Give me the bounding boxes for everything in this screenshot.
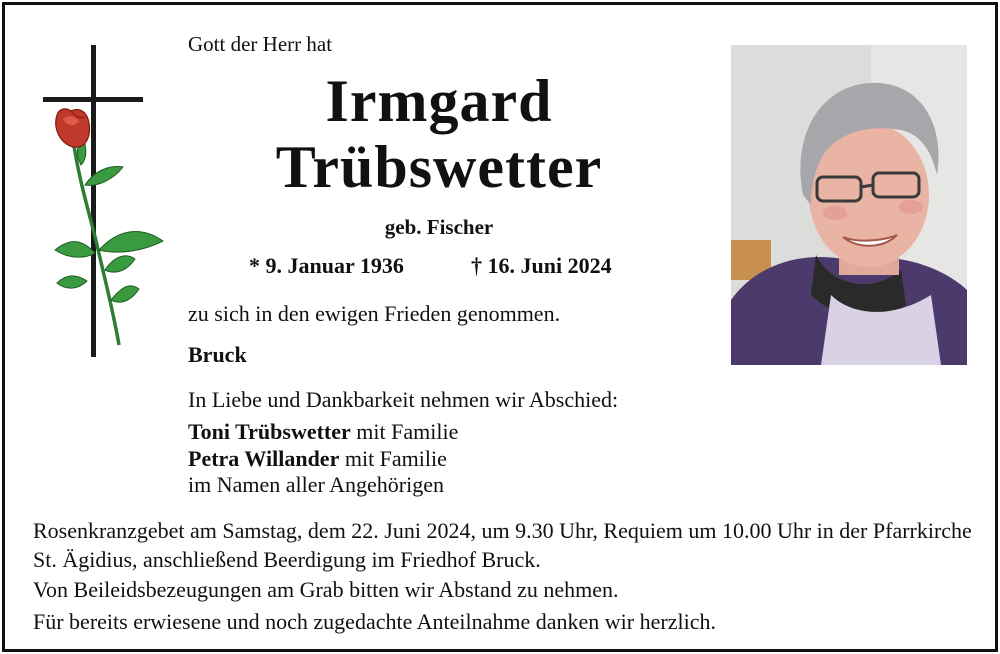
place-name: Bruck [188,342,247,367]
mourner-line [188,446,447,472]
mourner-name: Petra Willander [188,446,340,471]
farewell-text: In Liebe und Dankbarkeit nehmen wir Abschied: [188,387,619,412]
deceased-first-name: Irmgard [325,68,553,134]
birth-date: * 9. Januar 1936 [249,253,404,278]
mourner-suffix: im Namen aller Angehörigen [188,472,444,497]
mourner-line [188,419,458,445]
mourner-name: Toni Trübswetter [188,419,351,444]
mourner-suffix: mit Familie [339,446,447,471]
obituary-notice [2,2,998,652]
death-date: † 16. Juni 2024 [471,253,612,278]
intro-text: Gott der Herr hat [188,32,333,56]
portrait-photo [731,45,967,365]
mourner-line [188,472,444,498]
taken-text: zu sich in den ewigen Frieden genommen. [188,301,561,326]
mourner-suffix: mit Familie [350,419,459,444]
deceased-last-name: Trübswetter [275,134,603,200]
service-info: Rosenkranzgebet am Samstag, dem 22. Juni 2024, um 9.30 Uhr, Requiem um 10.00 Uhr in der Pfarrkirche St. Ägidius, anschließend Beerdigung im Friedhof Bruck. [33,518,972,572]
condolence-note: Von Beileidsbezeugungen am Grab bitten wir Abstand zu nehmen. [33,577,619,602]
thanks-note: Für bereits erwiesene und noch zugedachte Anteilnahme danken wir herzlich. [33,609,716,634]
maiden-name: geb. Fischer [384,215,494,239]
